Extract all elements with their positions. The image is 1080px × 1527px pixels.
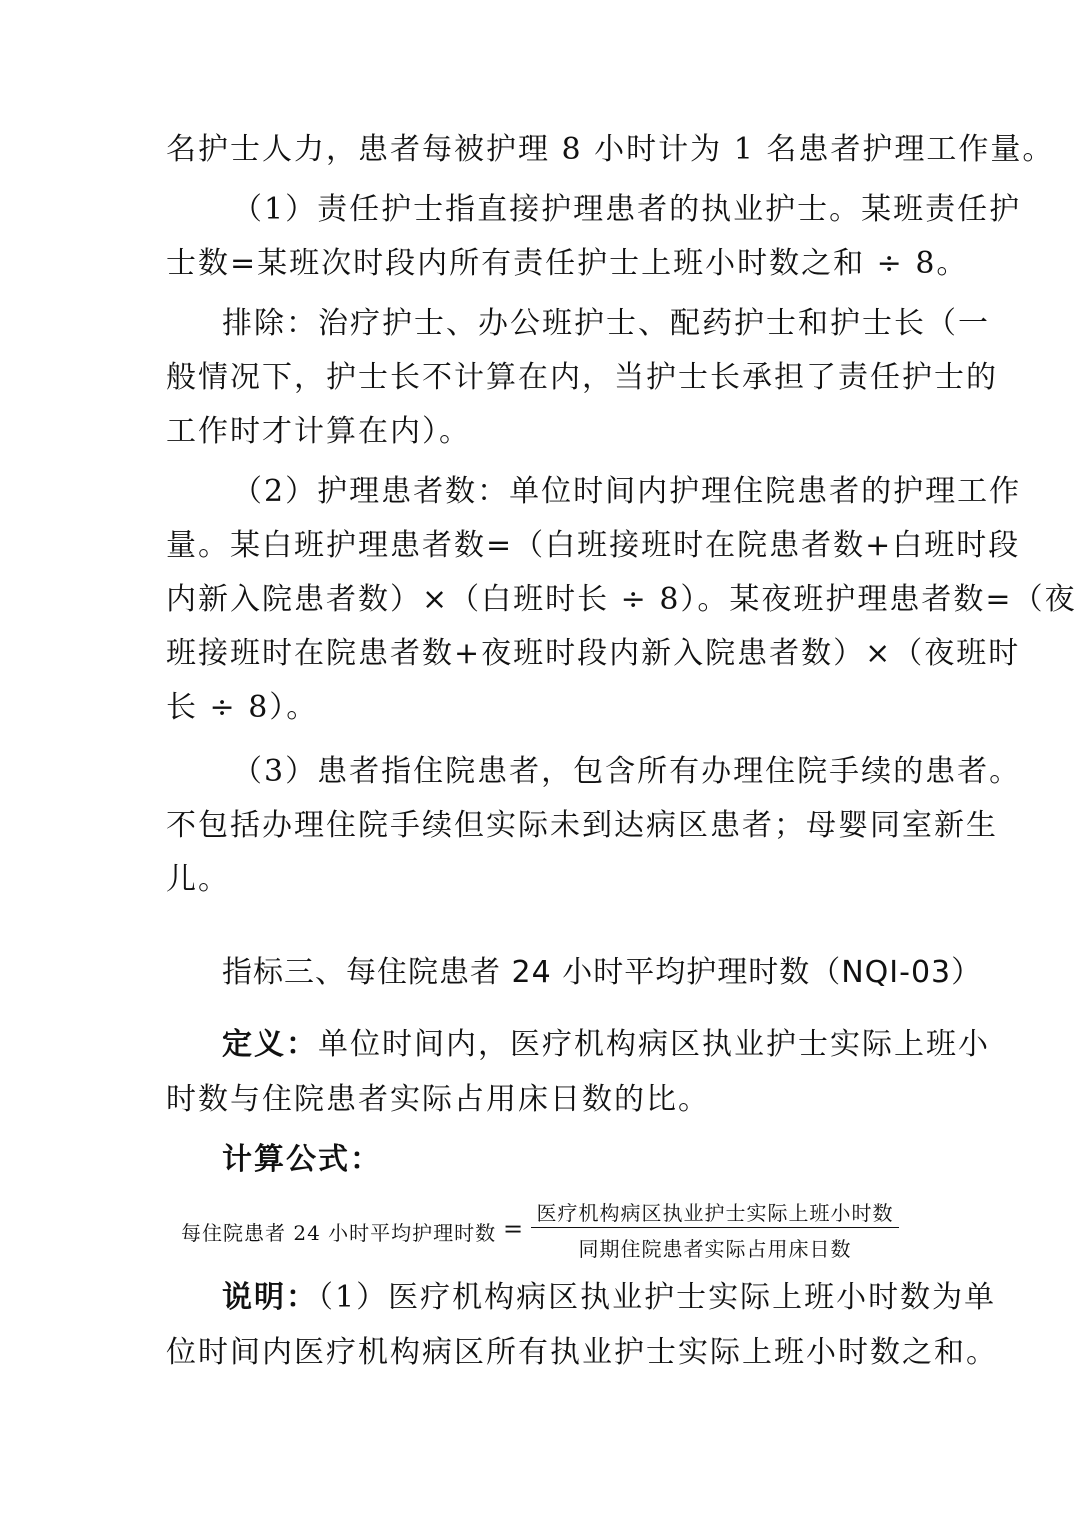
- formula: [181, 1195, 921, 1265]
- formula-denominator: 同期住院患者实际占用床日数: [578, 1237, 852, 1261]
- paragraph-line: 排除：治疗护士、办公班护士、配药护士和护士长（一: [222, 306, 990, 341]
- paragraph-line: （3）患者指住院患者，包含所有办理住院手续的患者。: [232, 754, 1022, 789]
- paragraph-line: 长 ÷ 8）。: [166, 690, 319, 725]
- formula-fraction: [531, 1195, 899, 1261]
- formula-label-text: 计算公式：: [222, 1142, 382, 1177]
- paragraph-line: 工作时才计算在内）。: [166, 414, 471, 449]
- formula-equals: =: [503, 1215, 524, 1243]
- paragraph-line: 儿。: [166, 862, 230, 897]
- paragraph-line: 士数=某班次时段内所有责任护士上班小时数之和 ÷ 8。: [166, 246, 969, 281]
- note-line: 位时间内医疗机构病区所有执业护士实际上班小时数之和。: [166, 1335, 998, 1370]
- definition-label: 定义：: [222, 1027, 318, 1062]
- note-text: （1）医疗机构病区执业护士实际上班小时数为单: [318, 1280, 997, 1315]
- section-heading: 指标三、每住院患者 24 小时平均护理时数（NQI-03）: [222, 955, 983, 990]
- note-line: [222, 1278, 996, 1318]
- paragraph-line: 内新入院患者数）×（白班时长 ÷ 8）。某夜班护理患者数=（夜: [166, 582, 1077, 617]
- formula-lhs: 每住院患者 24 小时平均护理时数: [181, 1221, 497, 1245]
- paragraph-line: 班接班时在院患者数+夜班时段内新入院患者数）×（夜班时: [166, 636, 1021, 671]
- note-label: 说明：: [222, 1280, 318, 1315]
- definition-line: 时数与住院患者实际占用床日数的比。: [166, 1082, 710, 1117]
- paragraph-line: （1）责任护士指直接护理患者的执业护士。某班责任护: [232, 192, 1022, 227]
- definition-line: [222, 1025, 990, 1065]
- formula-label: [222, 1140, 382, 1180]
- fraction-bar: [531, 1227, 899, 1228]
- definition-text: 单位时间内，医疗机构病区执业护士实际上班小: [318, 1027, 990, 1062]
- paragraph-line: 般情况下，护士长不计算在内，当护士长承担了责任护士的: [166, 360, 998, 395]
- paragraph-line: 名护士人力，患者每被护理 8 小时计为 1 名患者护理工作量。: [166, 132, 1055, 167]
- paragraph-line: 量。某白班护理患者数=（白班接班时在院患者数+白班时段: [166, 528, 1021, 563]
- formula-numerator: 医疗机构病区执业护士实际上班小时数: [536, 1201, 894, 1225]
- paragraph-line: 不包括办理住院手续但实际未到达病区患者；母婴同室新生: [166, 808, 998, 843]
- paragraph-line: （2）护理患者数：单位时间内护理住院患者的护理工作: [232, 474, 1022, 509]
